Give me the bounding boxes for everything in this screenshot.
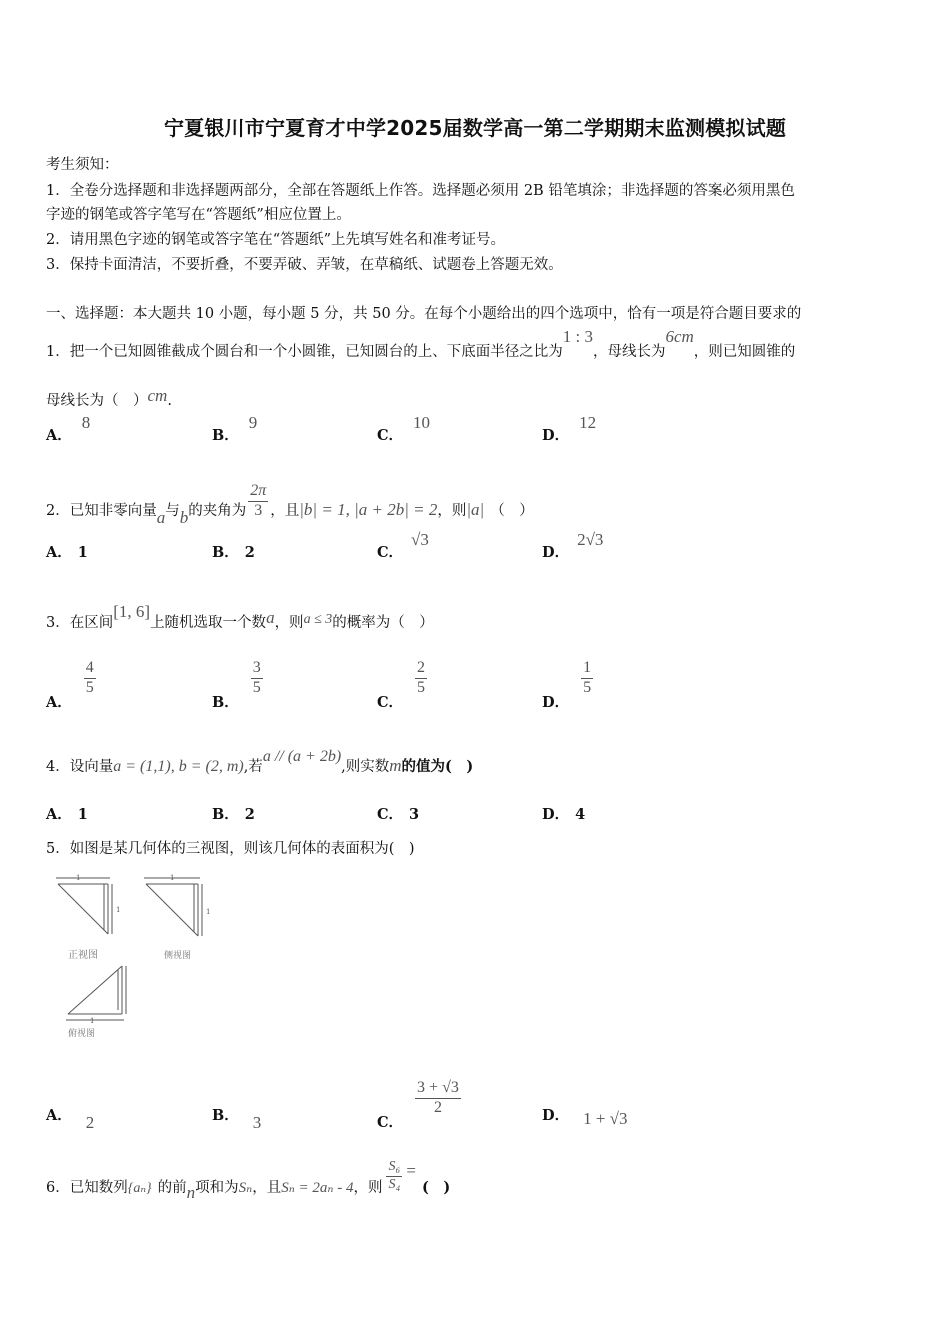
q4-text-c: ,则实数 xyxy=(341,759,390,775)
q3-option-c-label: C． xyxy=(377,693,404,711)
question-1-line-1 xyxy=(46,327,796,361)
q2-option-d[interactable] xyxy=(542,530,604,562)
side-view-drawing xyxy=(144,878,202,936)
q1-option-b-value: 9 xyxy=(248,413,258,432)
q3-option-d-num: 1 xyxy=(581,660,593,679)
notice-line-1b: 字迹的钢笔或答字笔写在“答题纸”相应位置上。 xyxy=(46,207,351,223)
front-view-drawing xyxy=(56,878,112,934)
q5-option-c[interactable] xyxy=(377,1079,461,1131)
page-title: 宁夏银川市宁夏育才中学2025届数学高一第二学期期末监测模拟试题 xyxy=(163,116,787,140)
q2-option-a-value: 1 xyxy=(77,544,88,561)
q6-ratio-den: S₄ xyxy=(388,1176,401,1192)
q3-option-c-num: 2 xyxy=(415,660,427,679)
q4-option-a-value: 1 xyxy=(77,806,88,823)
q5-option-c-den: 2 xyxy=(433,1098,442,1116)
q2-option-c-label: C． xyxy=(377,544,404,561)
q2-angle xyxy=(248,483,268,520)
q1-text-a: 1．把一个已知圆锥截成个圆台和一个小圆锥，已知圆台的上、下底面半径之比为 xyxy=(46,344,563,360)
q3-option-c-frac xyxy=(415,660,427,697)
q1-option-d-value: 12 xyxy=(579,413,597,432)
q4-option-d-value: 4 xyxy=(575,806,586,823)
section-heading: 一、选择题：本大题共 10 小题，每小题 5 分，共 50 分。在每个小题给出的四个选项中，恰有一项是符合题目要求的 xyxy=(46,306,802,322)
q2-option-d-label: D． xyxy=(542,544,570,561)
q2-text-e: ，则 xyxy=(437,503,467,520)
q1-option-c-label: C． xyxy=(377,427,404,444)
q2-option-d-value: 2√3 xyxy=(577,530,604,549)
q3-interval: [1, 6] xyxy=(113,602,151,621)
q6-n: n xyxy=(186,1183,196,1203)
q3-option-b[interactable] xyxy=(212,659,263,711)
q5-option-b[interactable] xyxy=(212,1092,262,1132)
q6-text-d: ，且 xyxy=(252,1180,282,1197)
q2-option-c-value: √3 xyxy=(411,530,429,549)
q3-option-b-den: 5 xyxy=(252,678,261,696)
q4-text-a: 4．设向量 xyxy=(46,759,114,775)
q1-text-c: ，则已知圆锥的 xyxy=(693,344,796,360)
front-view-dim-vertical: 1 xyxy=(116,906,121,914)
q1-ratio: 1 : 3 xyxy=(562,327,593,346)
q2-text-f: （ ） xyxy=(490,503,534,520)
q5-option-c-frac xyxy=(415,1080,461,1117)
q1-length: 6cm xyxy=(665,327,694,346)
q3-text-b: 上随机选取一个数 xyxy=(150,615,267,631)
q4-var: m xyxy=(389,756,402,775)
q6-text-a: 6．已知数列 xyxy=(46,1180,128,1197)
q6-text-c: 项和为 xyxy=(195,1180,239,1197)
question-6 xyxy=(46,1159,451,1203)
q2-option-a[interactable] xyxy=(46,541,88,562)
q6-condition: Sₙ = 2aₙ - 4 xyxy=(281,1180,354,1197)
notice-line-3: 3．保持卡面清洁，不要折叠，不要弄破、弄皱，在草稿纸、试题卷上答题无效。 xyxy=(46,257,563,273)
q1-option-a[interactable] xyxy=(46,413,91,445)
q2-angle-den: 3 xyxy=(254,501,263,519)
q2-option-b[interactable] xyxy=(212,541,255,562)
q6-sn: Sₙ xyxy=(238,1180,253,1197)
q1-text-b: ，母线长为 xyxy=(592,344,666,360)
q3-option-a-frac xyxy=(84,660,96,697)
q4-text-d: 的值为( ) xyxy=(401,758,474,775)
q2-option-c[interactable] xyxy=(377,530,429,562)
notice-line-2: 2．请用黑色字迹的钢笔或答字笔在“答题纸”上先填写姓名和准考证号。 xyxy=(46,232,506,248)
question-4 xyxy=(46,745,474,775)
q6-ratio-num: S₆ xyxy=(386,1160,402,1177)
q3-text-c: ，则 xyxy=(274,615,304,631)
q2-condition: |b| = 1, |a + 2b| = 2 xyxy=(299,500,438,520)
side-view-label: 侧视图 xyxy=(164,951,192,961)
q5-option-c-label: C． xyxy=(377,1113,404,1131)
q1-unit: cm xyxy=(147,386,168,405)
q1-option-a-value: 8 xyxy=(81,413,91,432)
q2-text-b: 与 xyxy=(165,503,180,520)
q1-option-b-label: B． xyxy=(212,427,239,444)
q1-option-c[interactable] xyxy=(377,413,431,445)
q5-option-a[interactable] xyxy=(46,1092,95,1132)
q2-vec-b: b xyxy=(179,508,189,528)
q3-option-d-den: 5 xyxy=(583,678,592,696)
q4-text-b: ,若 xyxy=(243,759,263,775)
side-view-dim: 1 xyxy=(170,874,175,882)
q3-option-c-den: 5 xyxy=(417,678,426,696)
q3-option-d[interactable] xyxy=(542,659,593,711)
q3-text-d: 的概率为（ ） xyxy=(332,615,434,631)
q3-option-c[interactable] xyxy=(377,659,427,711)
q4-vectors: a = (1,1), b = (2, m) xyxy=(113,758,244,775)
q1-text-d: 母线长为（ ） xyxy=(46,393,148,409)
q2-angle-num: 2π xyxy=(248,483,268,502)
q1-option-b[interactable] xyxy=(212,413,258,445)
q4-option-b[interactable] xyxy=(212,803,255,824)
q6-text-b: 的前 xyxy=(157,1180,187,1197)
q6-ratio xyxy=(386,1160,402,1192)
q3-option-b-frac xyxy=(251,660,263,697)
q3-var: a xyxy=(266,608,275,627)
q2-ask: |a| xyxy=(466,500,485,520)
q2-option-b-value: 2 xyxy=(244,544,255,561)
q3-option-a-label: A． xyxy=(46,693,72,711)
q3-condition: a ≤ 3 xyxy=(303,612,333,627)
q4-option-b-label: B． xyxy=(212,806,239,823)
q5-option-d-label: D． xyxy=(542,1107,570,1124)
front-view-dim: 1 xyxy=(76,874,81,882)
question-2 xyxy=(46,482,534,528)
q4-option-a-label: A． xyxy=(46,806,72,823)
q2-vec-a: a xyxy=(156,508,166,528)
q4-option-d-label: D． xyxy=(542,806,570,823)
top-view-label: 俯视图 xyxy=(68,1029,96,1039)
q2-option-b-label: B． xyxy=(212,544,239,561)
three-view-figure xyxy=(46,870,226,1045)
q2-text-a: 2．已知非零向量 xyxy=(46,503,157,520)
q3-option-d-frac xyxy=(581,660,593,697)
q3-option-a-den: 5 xyxy=(85,678,94,696)
q5-option-d[interactable] xyxy=(542,1092,628,1128)
q3-option-d-label: D． xyxy=(542,693,570,711)
q3-text-a: 3．在区间 xyxy=(46,615,114,631)
q4-option-c-value: 3 xyxy=(409,806,420,823)
q6-sequence: {aₙ} xyxy=(127,1181,152,1197)
q5-option-d-value: 1 + √3 xyxy=(583,1109,628,1128)
q2-text-c: 的夹角为 xyxy=(188,503,247,520)
q4-option-d[interactable] xyxy=(542,803,585,824)
notice-heading: 考生须知： xyxy=(46,157,119,173)
q5-text: 5．如图是某几何体的三视图，则该几何体的表面积为( ) xyxy=(46,841,415,857)
q6-text-f: ( ) xyxy=(421,1179,451,1197)
q3-option-a-num: 4 xyxy=(84,660,96,679)
q5-option-b-value: 3 xyxy=(252,1113,262,1132)
q5-option-b-label: B． xyxy=(212,1107,239,1124)
q5-option-c-num: 3 + √3 xyxy=(415,1080,461,1099)
q4-option-c[interactable] xyxy=(377,803,419,824)
q5-option-a-value: 2 xyxy=(85,1113,95,1132)
q3-option-a[interactable] xyxy=(46,659,96,711)
q6-equals: = xyxy=(406,1161,416,1181)
q4-option-c-label: C． xyxy=(377,806,404,823)
q2-text-d: ，且 xyxy=(270,503,300,520)
q3-option-b-num: 3 xyxy=(251,660,263,679)
q5-option-a-label: A． xyxy=(46,1107,72,1124)
q1-option-d-label: D． xyxy=(542,427,570,444)
q1-option-d[interactable] xyxy=(542,413,597,445)
q2-option-a-label: A． xyxy=(46,544,72,561)
q6-text-e: ，则 xyxy=(353,1180,383,1197)
q1-option-c-value: 10 xyxy=(413,413,431,432)
q4-condition: a // (a + 2b) xyxy=(262,748,342,765)
q4-option-b-value: 2 xyxy=(244,806,255,823)
q3-option-b-label: B． xyxy=(212,693,239,711)
top-view-dim: 1 xyxy=(90,1017,95,1025)
q1-option-a-label: A． xyxy=(46,427,72,444)
front-view-label: 正视图 xyxy=(68,950,98,961)
top-view-drawing xyxy=(66,966,126,1020)
side-view-dim-vertical: 1 xyxy=(206,908,211,916)
notice-line-1a: 1．全卷分选择题和非选择题两部分，全部在答题纸上作答。选择题必须用 2B 铅笔填涂；非选择题的答案必须用黑色 xyxy=(46,183,795,199)
question-5 xyxy=(46,837,415,858)
q1-text-e: . xyxy=(167,393,172,409)
question-1-line-2 xyxy=(46,386,172,410)
question-3 xyxy=(46,601,434,631)
q4-option-a[interactable] xyxy=(46,803,88,824)
